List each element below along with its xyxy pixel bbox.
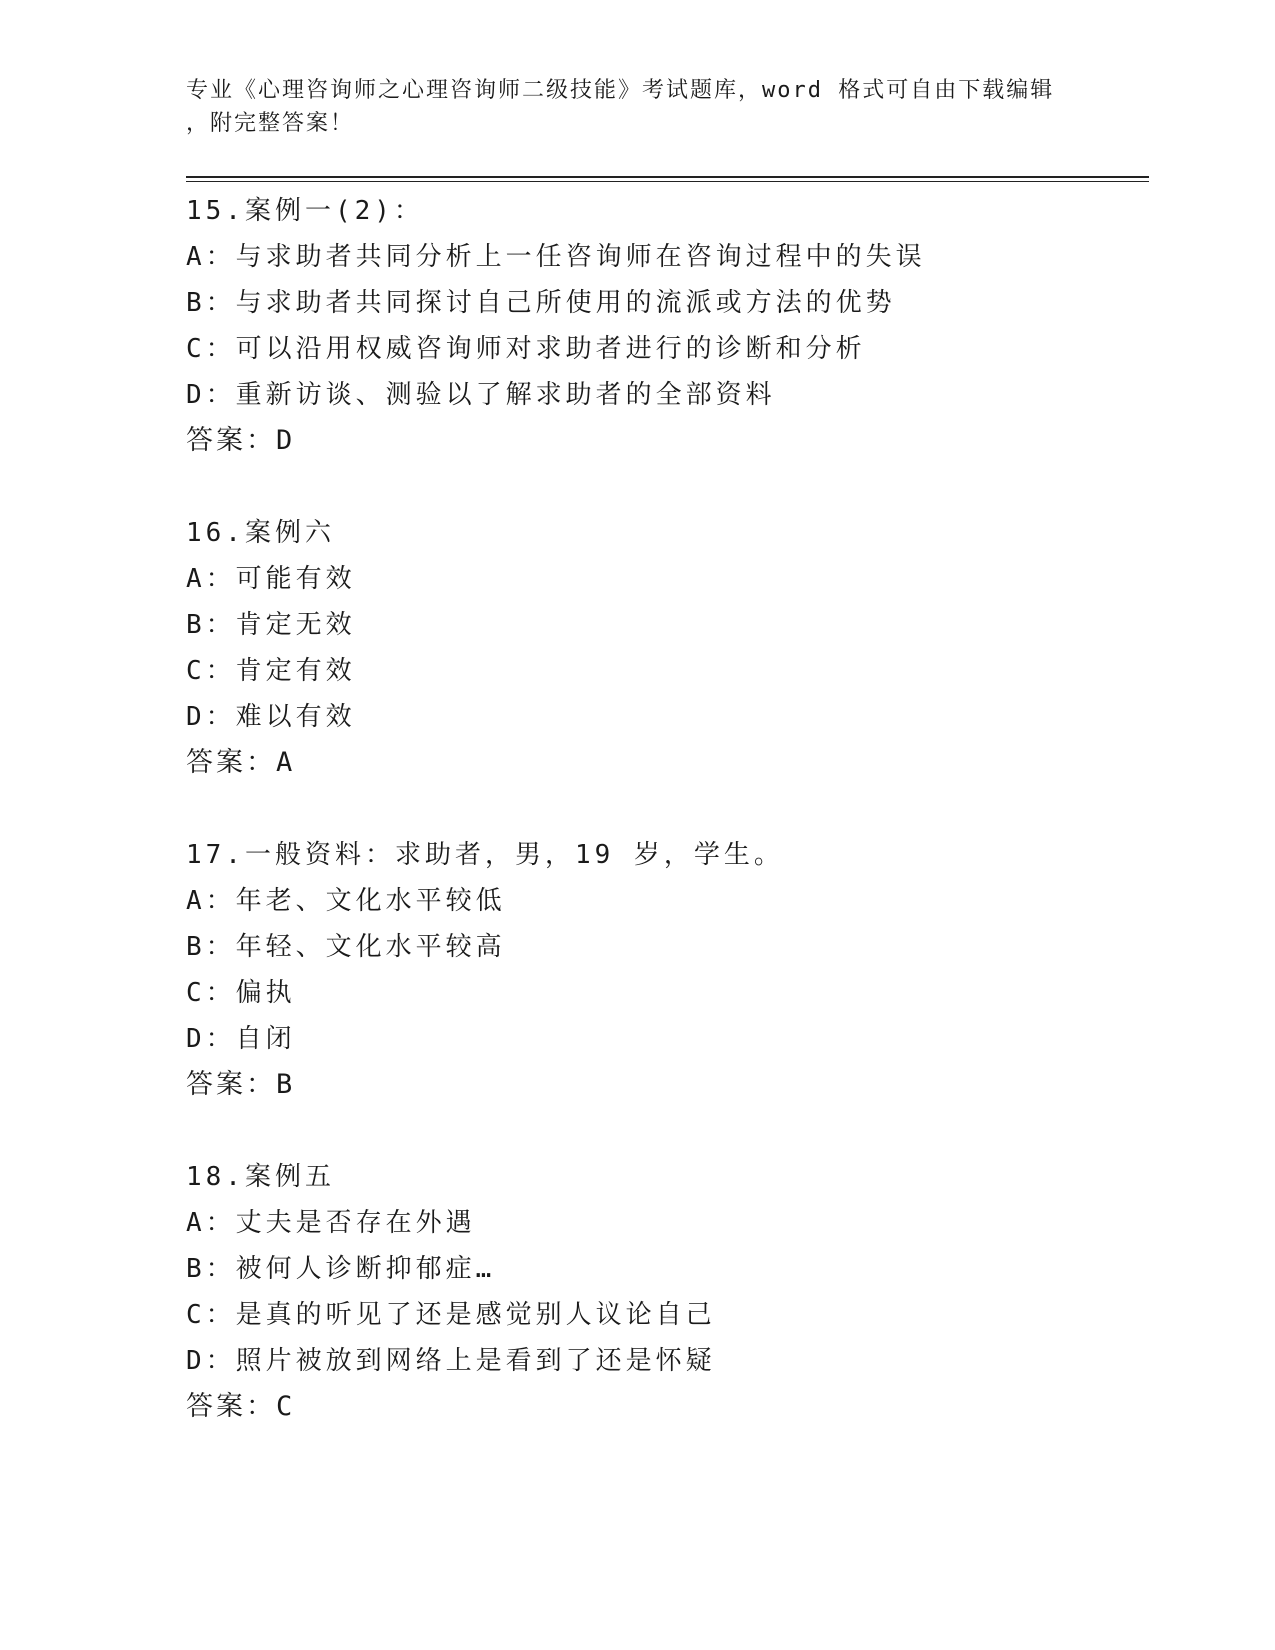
question-stem: 15.案例一(2)： — [186, 196, 424, 226]
option-label: C： — [186, 656, 236, 686]
question-list — [186, 188, 1146, 1476]
answer — [186, 740, 1146, 786]
option-text: 年轻、文化水平较高 — [235, 932, 506, 962]
option-text: 与求助者共同分析上一任咨询师在咨询过程中的失误 — [235, 242, 926, 272]
option-label: B： — [186, 610, 236, 640]
option-label: D： — [186, 1024, 236, 1054]
option-label: D： — [186, 702, 236, 732]
option-text: 年老、文化水平较低 — [235, 886, 506, 916]
answer-label: 答案： — [186, 747, 276, 778]
question-stem: 16.案例六 — [186, 518, 335, 548]
answer-label: 答案： — [186, 1391, 276, 1422]
question-stem: 18.案例五 — [186, 1162, 335, 1192]
option-text: 是真的听见了还是感觉别人议论自己 — [235, 1300, 716, 1330]
option-text: 照片被放到网络上是看到了还是怀疑 — [235, 1346, 716, 1376]
option-label: A： — [186, 564, 236, 594]
option-a — [186, 234, 1146, 280]
question-16 — [186, 510, 1146, 786]
question-18 — [186, 1154, 1146, 1430]
option-b — [186, 280, 1146, 326]
answer-value: D — [276, 425, 296, 456]
option-label: B： — [186, 1254, 236, 1284]
option-a — [186, 878, 1146, 924]
option-text: 难以有效 — [235, 702, 356, 732]
option-d — [186, 372, 1146, 418]
answer-value: A — [276, 747, 296, 778]
option-text: 可能有效 — [235, 564, 356, 594]
option-label: C： — [186, 978, 236, 1008]
option-text: 可以沿用权威咨询师对求助者进行的诊断和分析 — [235, 334, 866, 364]
answer — [186, 1062, 1146, 1108]
option-c — [186, 648, 1146, 694]
option-label: A： — [186, 242, 236, 272]
answer — [186, 1384, 1146, 1430]
option-label: A： — [186, 886, 236, 916]
answer-value: C — [276, 1391, 296, 1422]
option-label: C： — [186, 334, 236, 364]
option-text: 重新访谈、测验以了解求助者的全部资料 — [235, 380, 776, 410]
header-divider-thin — [186, 181, 1149, 182]
option-text: 与求助者共同探讨自己所使用的流派或方法的优势 — [235, 288, 896, 318]
answer-label: 答案： — [186, 1069, 276, 1100]
option-label: D： — [186, 1346, 236, 1376]
document-header — [186, 74, 1066, 140]
option-a — [186, 1200, 1146, 1246]
question-15 — [186, 188, 1146, 464]
option-label: D： — [186, 380, 236, 410]
option-c — [186, 1292, 1146, 1338]
answer-label: 答案： — [186, 425, 276, 456]
option-a — [186, 556, 1146, 602]
option-label: A： — [186, 1208, 236, 1238]
option-text: 丈夫是否存在外遇 — [235, 1208, 476, 1238]
question-stem: 17.一般资料：求助者，男，19 岁，学生。 — [186, 840, 784, 870]
option-c — [186, 326, 1146, 372]
option-label: C： — [186, 1300, 236, 1330]
header-divider-thick — [186, 176, 1149, 178]
option-b — [186, 1246, 1146, 1292]
option-label: B： — [186, 288, 236, 318]
header-line-1: 专业《心理咨询师之心理咨询师二级技能》考试题库，word 格式可自由下载编辑 — [186, 78, 1055, 103]
option-text: 肯定无效 — [235, 610, 356, 640]
option-d — [186, 694, 1146, 740]
option-d — [186, 1016, 1146, 1062]
answer — [186, 418, 1146, 464]
option-text: 肯定有效 — [235, 656, 356, 686]
question-17 — [186, 832, 1146, 1108]
option-b — [186, 924, 1146, 970]
option-d — [186, 1338, 1146, 1384]
option-c — [186, 970, 1146, 1016]
option-b — [186, 602, 1146, 648]
option-text: 被何人诊断抑郁症… — [235, 1254, 496, 1284]
answer-value: B — [276, 1069, 296, 1100]
option-label: B： — [186, 932, 236, 962]
option-text: 偏执 — [235, 978, 296, 1008]
option-text: 自闭 — [235, 1024, 296, 1054]
header-line-2: ，附完整答案！ — [186, 111, 355, 136]
